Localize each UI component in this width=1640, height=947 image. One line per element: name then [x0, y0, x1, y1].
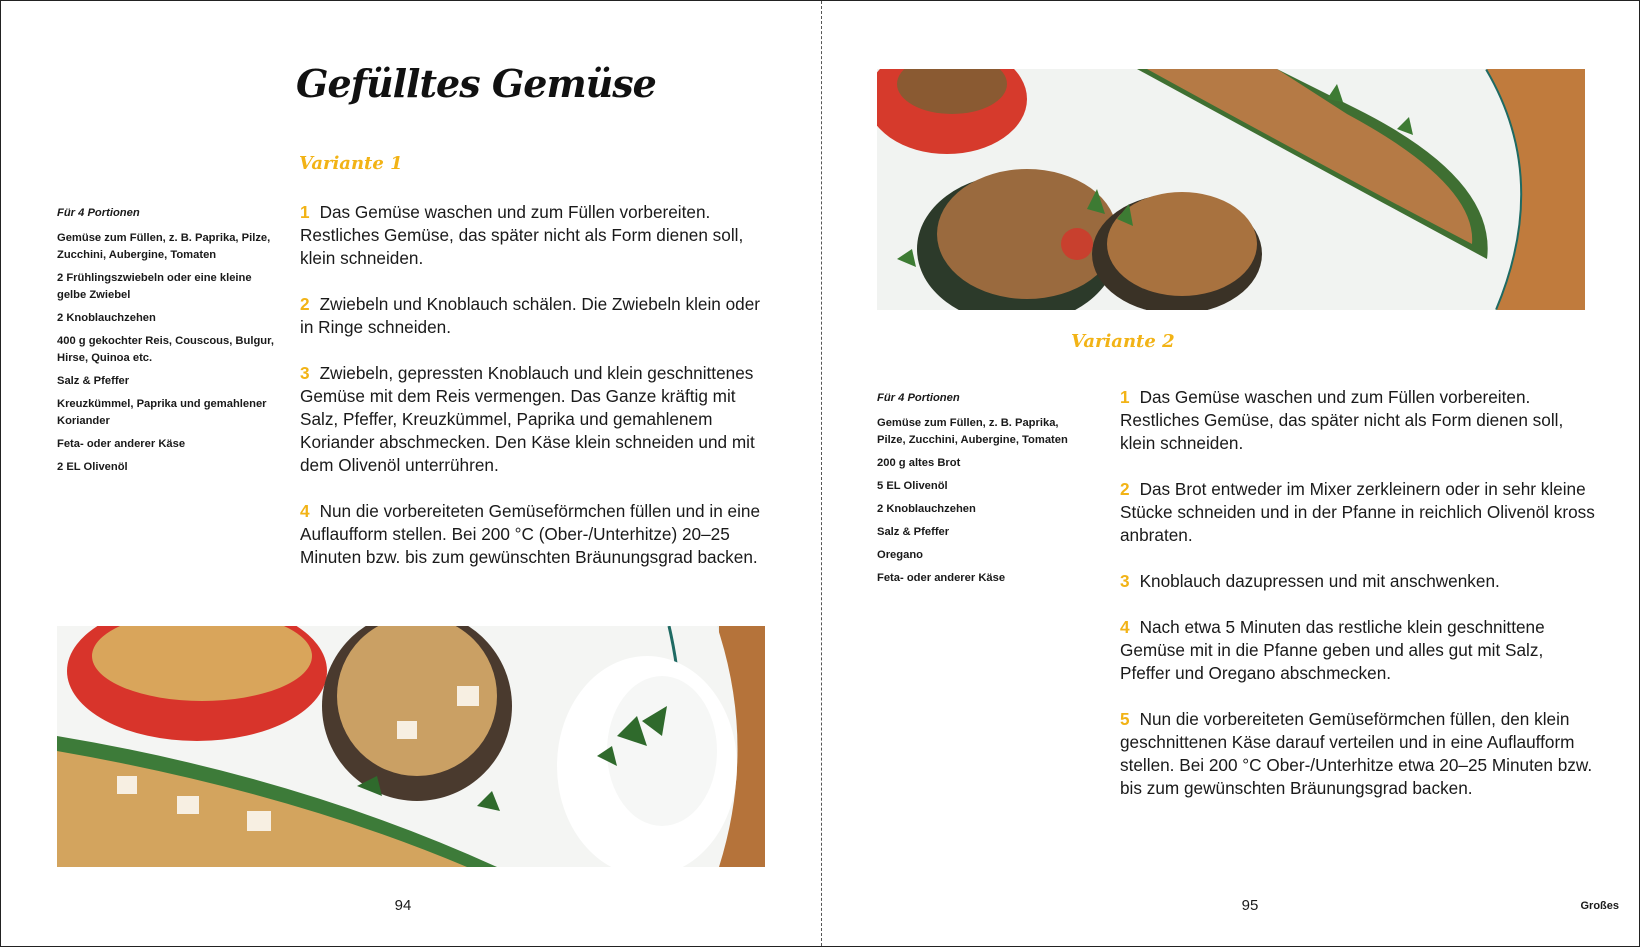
- recipe-step: [300, 500, 770, 569]
- recipe-step: [1120, 386, 1595, 455]
- page-number: 95: [1241, 897, 1259, 914]
- left-page: [1, 1, 821, 946]
- recipe-step: [1120, 570, 1595, 593]
- step-number: 1: [1120, 387, 1130, 407]
- ingredient-item: 5 EL Olivenöl: [877, 480, 948, 492]
- step-number: 1: [300, 202, 310, 222]
- page-title: Gefülltes Gemüse: [296, 61, 656, 106]
- ingredient-list: [57, 205, 277, 482]
- ingredient-item: 2 EL Olivenöl: [57, 461, 128, 473]
- stuffed-vegetables-photo-1: [57, 626, 765, 867]
- ingredient-item: Feta- oder anderer Käse: [877, 572, 1006, 584]
- stuffed-vegetables-photo-2: [877, 69, 1585, 310]
- ingredient-item: Gemüse zum Füllen, z. B. Paprika, Pilze, Zucchini, Aubergine, Tomaten: [877, 417, 1068, 446]
- ingredient-portions: Für 4 Portionen: [57, 207, 140, 219]
- step-number: 2: [1120, 479, 1130, 499]
- page-number: 94: [394, 897, 412, 914]
- step-text: Nun die vorbereiteten Gemüseförmchen füllen, den klein geschnittenen Käse darauf verteilen und in eine Auflaufform stellen. Bei 200 °C Ober-/Unterhitze etwa 20–25 Minuten bzw. bis zum gewünschten Bräunungsgrad backen.: [1120, 709, 1593, 798]
- recipe-steps: [300, 201, 770, 592]
- ingredient-portions: Für 4 Portionen: [877, 392, 960, 404]
- step-number: 2: [300, 294, 310, 314]
- ingredient-item: 2 Frühlingszwiebeln oder eine kleine gelbe Zwiebel: [57, 272, 252, 301]
- step-number: 4: [300, 501, 310, 521]
- ingredient-list: [877, 390, 1087, 593]
- step-text: Zwiebeln, gepressten Knoblauch und klein geschnittenes Gemüse mit dem Reis vermengen. Das Ganze kräftig mit Salz, Pfeffer, Kreuzkümmel, Paprika und gemahlenem Koriander abschmecken. Den Käse klein schneiden und mit dem Olivenöl unterrühren.: [300, 363, 755, 475]
- ingredient-item: Salz & Pfeffer: [877, 526, 950, 538]
- running-head: Großes: [1580, 900, 1619, 912]
- ingredient-item: Feta- oder anderer Käse: [57, 438, 186, 450]
- step-number: 3: [300, 363, 310, 383]
- step-text: Das Gemüse waschen und zum Füllen vorbereiten. Restliches Gemüse, das später nicht als Form dienen soll, klein schneiden.: [1120, 387, 1564, 453]
- step-text: Das Brot entweder im Mixer zerkleinern oder in sehr kleine Stücke schneiden und in der Pfanne in reichlich Olivenöl kross anbraten.: [1120, 479, 1595, 545]
- step-text: Zwiebeln und Knoblauch schälen. Die Zwiebeln klein oder in Ringe schneiden.: [300, 294, 761, 337]
- step-number: 5: [1120, 709, 1130, 729]
- step-text: Das Gemüse waschen und zum Füllen vorbereiten. Restliches Gemüse, das später nicht als Form dienen soll, klein schneiden.: [300, 202, 744, 268]
- step-number: 4: [1120, 617, 1130, 637]
- ingredient-item: Kreuzkümmel, Paprika und gemahlener Koriander: [57, 398, 267, 427]
- recipe-steps: [1120, 386, 1595, 823]
- recipe-step: [300, 362, 770, 477]
- step-text: Knoblauch dazupressen und mit anschwenken.: [1139, 571, 1500, 591]
- ingredient-item: Oregano: [877, 549, 924, 561]
- ingredient-item: 200 g altes Brot: [877, 457, 961, 469]
- recipe-step: [1120, 616, 1595, 685]
- ingredient-item: Salz & Pfeffer: [57, 375, 130, 387]
- recipe-step: [1120, 478, 1595, 547]
- variant-title: Variante 1: [299, 153, 403, 174]
- recipe-step: [300, 201, 770, 270]
- step-number: 3: [1120, 571, 1130, 591]
- variant-title: Variante 2: [1071, 331, 1175, 352]
- ingredient-item: 2 Knoblauchzehen: [57, 312, 156, 324]
- ingredient-item: Gemüse zum Füllen, z. B. Paprika, Pilze, Zucchini, Aubergine, Tomaten: [57, 232, 271, 261]
- step-text: Nach etwa 5 Minuten das restliche klein geschnittene Gemüse mit in die Pfanne geben und alles gut mit Salz, Pfeffer und Oregano abschmecken.: [1120, 617, 1545, 683]
- ingredient-item: 2 Knoblauchzehen: [877, 503, 976, 515]
- step-text: Nun die vorbereiteten Gemüseförmchen füllen und in eine Auflaufform stellen. Bei 200 °C (Ober-/Unterhitze) 20–25 Minuten bzw. bis zum gewünschten Bräunungsgrad backen.: [300, 501, 761, 567]
- recipe-step: [1120, 708, 1595, 800]
- right-page: [822, 1, 1639, 946]
- recipe-step: [300, 293, 770, 339]
- ingredient-item: 400 g gekochter Reis, Couscous, Bulgur, Hirse, Quinoa etc.: [57, 335, 274, 364]
